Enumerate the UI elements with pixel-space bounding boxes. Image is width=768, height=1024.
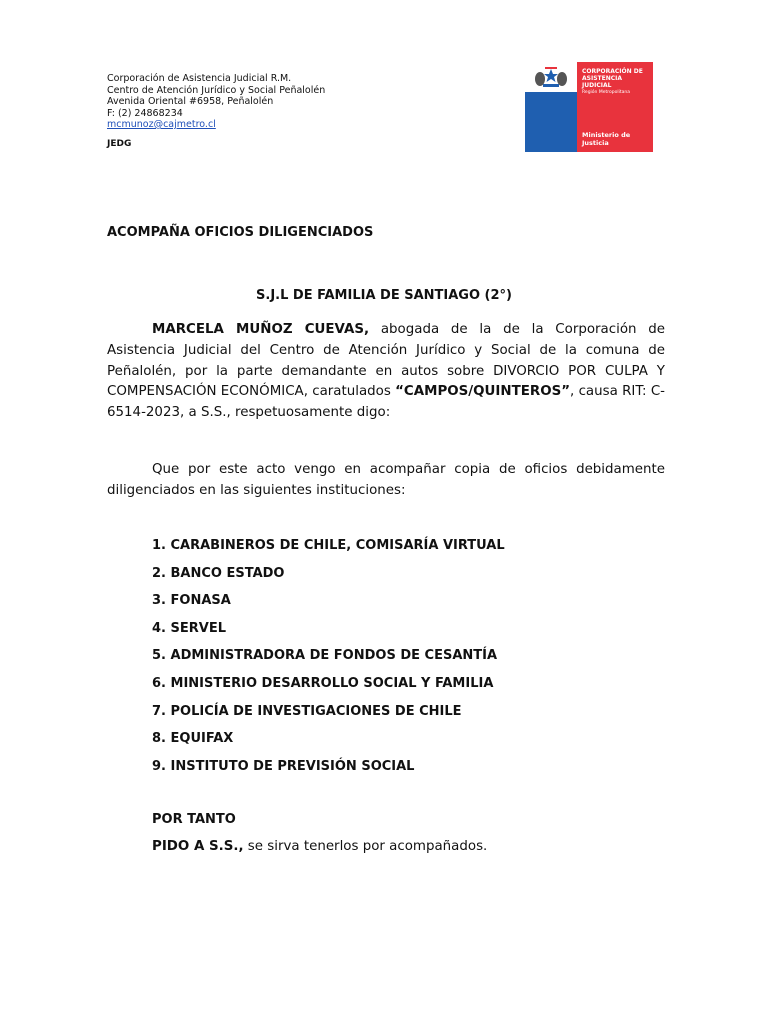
por-tanto-heading: POR TANTO bbox=[152, 812, 236, 827]
list-item: 2. BANCO ESTADO bbox=[152, 565, 285, 581]
intro-text-b: , causa RIT: C-6514-2023, a S.S., respetuosamente digo: bbox=[107, 384, 665, 421]
coat-of-arms-icon bbox=[531, 66, 571, 90]
logo-red-panel bbox=[577, 62, 653, 152]
logo-corporation-text: CORPORACIÓN DE ASISTENCIA JUDICIAL bbox=[582, 68, 643, 89]
header-line-phone: F: (2) 24868234 bbox=[107, 107, 183, 119]
cajmetro-logo bbox=[525, 62, 653, 152]
list-item: 1. CARABINEROS DE CHILE, COMISARÍA VIRTUAL bbox=[152, 538, 505, 553]
header-line-center: Centro de Atención Jurídico y Social Peñalolén bbox=[107, 84, 326, 96]
intro-text-a: abogada de la de la Corporación de Asistencia Judicial del Centro de Atención Jurídico y Social de la comuna de Peñalolén, por la parte demandante en autos sobre DIVORCIO POR CULPA Y COMPENSACIÓN ECONÓMICA, caratulados bbox=[107, 322, 665, 400]
paragraph-introduction bbox=[107, 320, 665, 424]
list-item: 5. ADMINISTRADORA DE FONDOS DE CESANTÍA bbox=[152, 648, 498, 664]
logo-blue-panel bbox=[525, 62, 577, 152]
institutions-list bbox=[152, 537, 505, 785]
attorney-name: MARCELA MUÑOZ CUEVAS, bbox=[152, 322, 370, 337]
petition-bold: PIDO A S.S., bbox=[152, 839, 244, 854]
list-item: 3. FONASA bbox=[152, 593, 231, 609]
paragraph-request bbox=[107, 460, 665, 502]
sender-header bbox=[107, 73, 325, 150]
header-line-address: Avenida Oriental #6958, Peñalolén bbox=[107, 96, 274, 107]
closing-petition bbox=[152, 839, 487, 854]
list-item: 8. EQUIFAX bbox=[152, 731, 234, 747]
request-text: Que por este acto vengo en acompañar copia de oficios debidamente diligenciados en las siguientes instituciones: bbox=[107, 462, 665, 498]
court-heading: S.J.L DE FAMILIA DE SANTIAGO (2°) bbox=[256, 288, 512, 303]
document-title: ACOMPAÑA OFICIOS DILIGENCIADOS bbox=[107, 225, 374, 240]
list-item: 9. INSTITUTO DE PREVISIÓN SOCIAL bbox=[152, 758, 415, 774]
case-name: “CAMPOS/QUINTEROS” bbox=[395, 384, 571, 400]
list-item: 7. POLICÍA DE INVESTIGACIONES DE CHILE bbox=[152, 703, 462, 719]
header-initials: JEDG bbox=[107, 138, 132, 149]
header-email-link[interactable]: mcmunoz@cajmetro.cl bbox=[107, 119, 216, 130]
logo-ministry-text: Ministerio de Justicia bbox=[582, 131, 631, 147]
list-item: 4. SERVEL bbox=[152, 620, 226, 636]
petition-text: se sirva tenerlos por acompañados. bbox=[243, 839, 488, 854]
list-item: 6. MINISTERIO DESARROLLO SOCIAL Y FAMILIA bbox=[152, 675, 494, 691]
header-line-corporation: Corporación de Asistencia Judicial R.M. bbox=[107, 73, 292, 84]
logo-region-text: Región Metropolitana bbox=[582, 90, 630, 95]
